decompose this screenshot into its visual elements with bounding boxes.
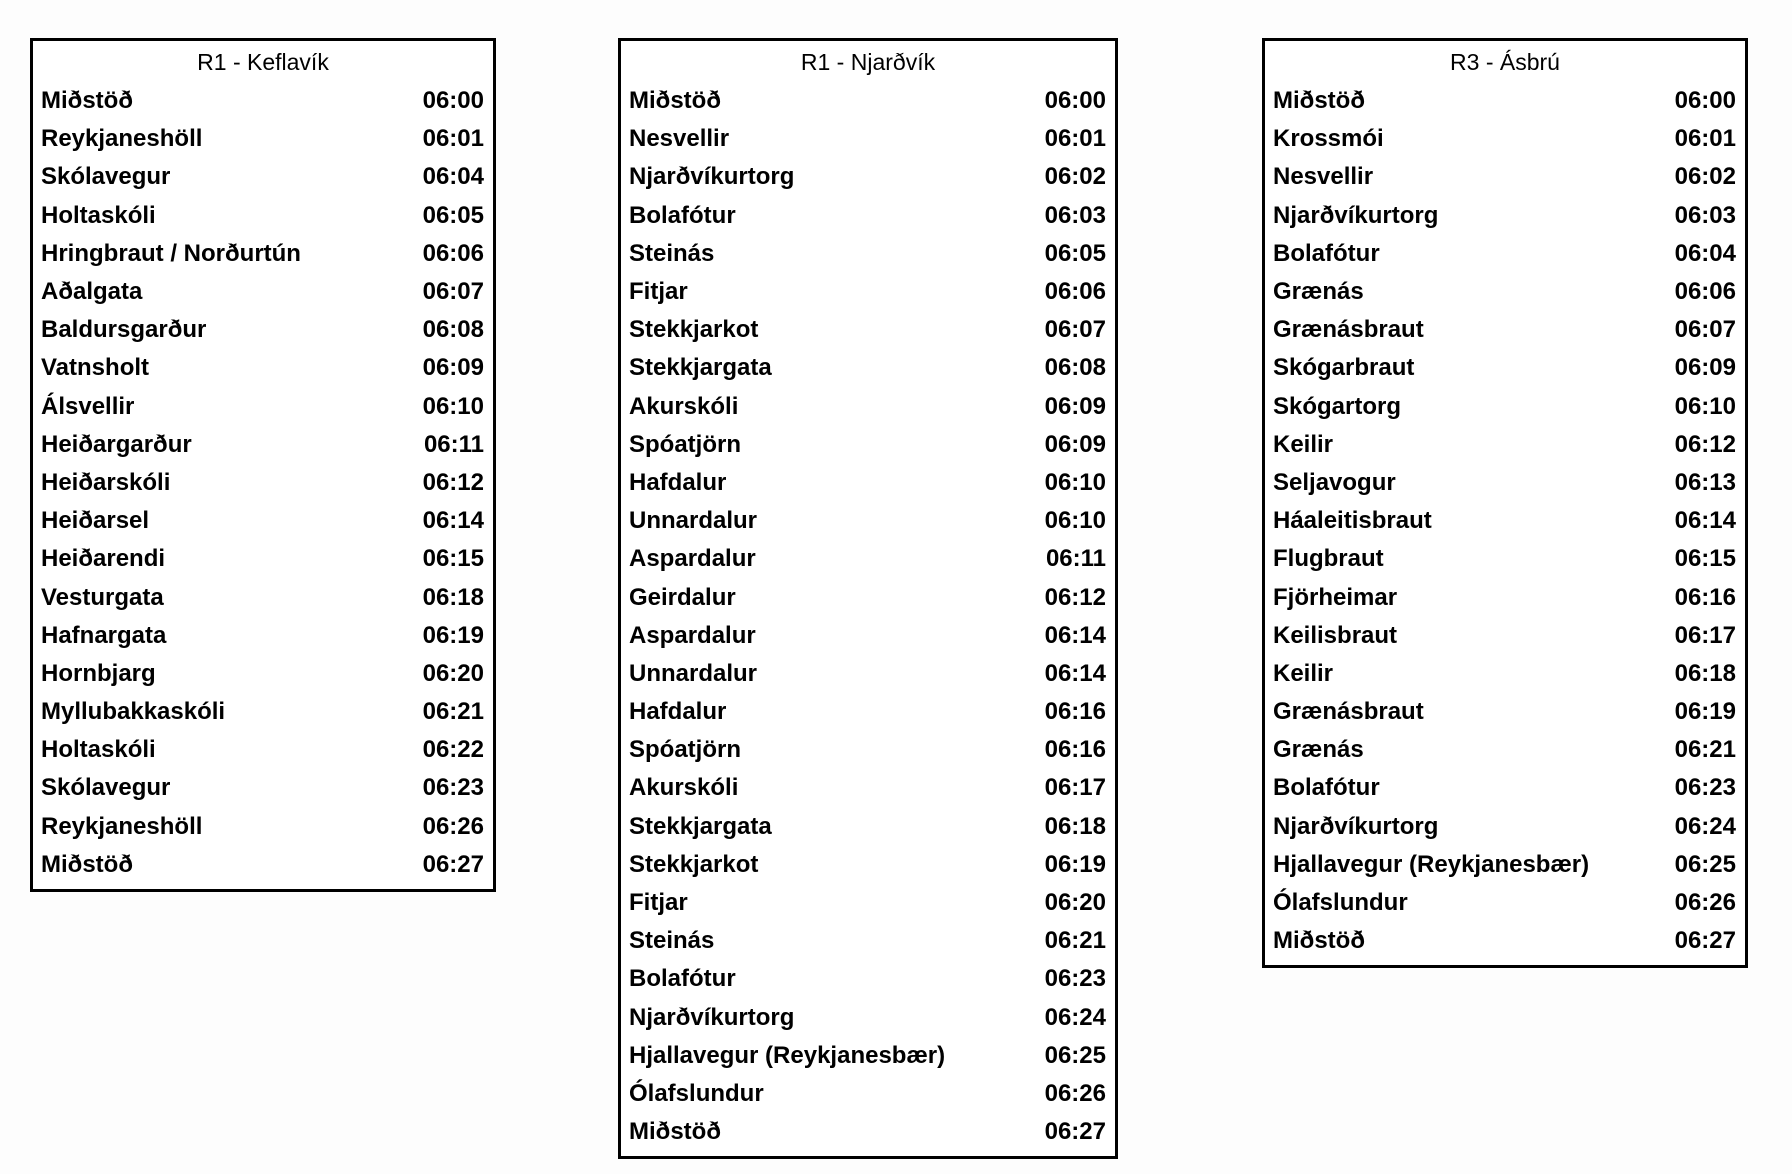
departure-time: 06:16 (1674, 583, 1736, 611)
stop-name: Njarðvíkurtorg (1273, 201, 1439, 229)
departure-time: 06:14 (1674, 507, 1736, 535)
timetable-row (33, 388, 493, 426)
stop-name: Grænás (1273, 278, 1364, 306)
departure-time: 06:08 (1044, 354, 1106, 382)
timetable-row (621, 922, 1115, 960)
stop-name: Holtaskóli (41, 736, 156, 764)
timetable-row (1265, 388, 1745, 426)
departure-time: 06:17 (1674, 621, 1736, 649)
departure-time: 06:18 (1674, 659, 1736, 687)
timetable-row (621, 235, 1115, 273)
timetable-row (33, 464, 493, 502)
timetable-row (621, 1113, 1115, 1151)
departure-time: 06:05 (1044, 239, 1106, 267)
departure-time: 06:15 (1674, 545, 1736, 573)
departure-time: 06:12 (1674, 430, 1736, 458)
timetable-row (621, 311, 1115, 349)
timetable-row (33, 846, 493, 884)
stop-name: Álsvellir (41, 392, 135, 420)
stop-name: Skógarbraut (1273, 354, 1415, 382)
departure-time: 06:10 (1674, 392, 1736, 420)
departure-time: 06:25 (1674, 850, 1736, 878)
timetable-row (621, 960, 1115, 998)
departure-time: 06:26 (1044, 1079, 1106, 1107)
stop-name: Krossmói (1273, 125, 1384, 153)
stop-name: Miðstöð (1273, 87, 1365, 115)
stop-name: Heiðarsel (41, 507, 150, 535)
departure-time: 06:27 (422, 850, 484, 878)
stop-name: Stekkjargata (629, 812, 772, 840)
stop-list (621, 82, 1115, 1151)
timetable-row (33, 578, 493, 616)
timetable-row (621, 846, 1115, 884)
departure-time: 06:24 (1674, 812, 1736, 840)
timetable-row (621, 693, 1115, 731)
stop-name: Bolafótur (629, 965, 736, 993)
departure-time: 06:24 (1044, 1003, 1106, 1031)
departure-time: 06:03 (1674, 201, 1736, 229)
timetable-row (1265, 846, 1745, 884)
timetable-row (621, 808, 1115, 846)
timetable-row (621, 388, 1115, 426)
stop-name: Bolafótur (1273, 239, 1380, 267)
stop-name: Fitjar (629, 278, 688, 306)
stop-name: Nesvellir (629, 125, 730, 153)
departure-time: 06:00 (1674, 87, 1736, 115)
departure-time: 06:14 (422, 507, 484, 535)
departure-time: 06:00 (1044, 87, 1106, 115)
departure-time: 06:10 (1044, 468, 1106, 496)
stop-name: Vesturgata (41, 583, 164, 611)
departure-time: 06:21 (422, 698, 484, 726)
timetable-row (33, 731, 493, 769)
departure-time: 06:13 (1674, 468, 1736, 496)
departure-time: 06:09 (1044, 392, 1106, 420)
timetable-row (1265, 235, 1745, 273)
departure-time: 06:12 (422, 468, 484, 496)
timetable-row (1265, 808, 1745, 846)
timetable-row (621, 82, 1115, 120)
stop-name: Stekkjargata (629, 354, 772, 382)
timetable-row (621, 464, 1115, 502)
stop-name: Akurskóli (629, 774, 739, 802)
timetable-row (33, 120, 493, 158)
departure-time: 06:19 (1044, 850, 1106, 878)
departure-time: 06:23 (1044, 965, 1106, 993)
stop-name: Nesvellir (1273, 163, 1374, 191)
departure-time: 06:09 (1044, 430, 1106, 458)
departure-time: 06:14 (1044, 621, 1106, 649)
stop-name: Keilisbraut (1273, 621, 1398, 649)
stop-name: Hjallavegur (Reykjanesbær) (1273, 850, 1590, 878)
departure-time: 06:17 (1044, 774, 1106, 802)
departure-time: 06:07 (1674, 316, 1736, 344)
stop-name: Unnardalur (629, 507, 758, 535)
timetable-row (33, 502, 493, 540)
timetable-row (1265, 120, 1745, 158)
stop-name: Skógartorg (1273, 392, 1402, 420)
stop-name: Grænás (1273, 736, 1364, 764)
timetable-row (33, 808, 493, 846)
stop-name: Steinás (629, 239, 715, 267)
stop-name: Hjallavegur (Reykjanesbær) (629, 1041, 946, 1069)
timetable-r1-keflavik (30, 38, 496, 892)
departure-time: 06:21 (1044, 927, 1106, 955)
timetable-row (621, 197, 1115, 235)
timetable-row (621, 273, 1115, 311)
stop-name: Unnardalur (629, 659, 758, 687)
timetable-row (621, 999, 1115, 1037)
stop-name: Flugbraut (1273, 545, 1384, 573)
stop-name: Aspardalur (629, 621, 756, 649)
timetable-row (1265, 158, 1745, 196)
stop-name: Hafdalur (629, 698, 727, 726)
departure-time: 06:04 (422, 163, 484, 191)
departure-time: 06:01 (1674, 125, 1736, 153)
timetable-row (621, 617, 1115, 655)
departure-time: 06:10 (1044, 507, 1106, 535)
timetable-row (1265, 655, 1745, 693)
timetable-row (621, 884, 1115, 922)
timetable-row (621, 540, 1115, 578)
timetable-row (33, 540, 493, 578)
timetable-row (33, 82, 493, 120)
stop-name: Miðstöð (629, 1118, 721, 1146)
timetable-row (33, 655, 493, 693)
departure-time: 06:01 (422, 125, 484, 153)
departure-time: 06:04 (1674, 239, 1736, 267)
stop-name: Bolafótur (629, 201, 736, 229)
timetable-row (1265, 82, 1745, 120)
departure-time: 06:15 (422, 545, 484, 573)
timetable-row (33, 349, 493, 387)
stop-name: Hafnargata (41, 621, 167, 649)
timetable-row (1265, 540, 1745, 578)
timetable-row (1265, 617, 1745, 655)
departure-time: 06:22 (422, 736, 484, 764)
stop-name: Heiðarskóli (41, 468, 171, 496)
stop-name: Miðstöð (41, 850, 133, 878)
timetable-row (1265, 884, 1745, 922)
stop-name: Spóatjörn (629, 430, 741, 458)
timetable-r1-njardvik (618, 38, 1118, 1159)
departure-time: 06:23 (1674, 774, 1736, 802)
stop-name: Skólavegur (41, 774, 171, 802)
timetable-row (621, 731, 1115, 769)
timetable-row (621, 502, 1115, 540)
departure-time: 06:02 (1044, 163, 1106, 191)
stop-name: Grænásbraut (1273, 316, 1424, 344)
stop-name: Baldursgarður (41, 316, 207, 344)
departure-time: 06:00 (422, 87, 484, 115)
departure-time: 06:06 (422, 239, 484, 267)
departure-time: 06:08 (422, 316, 484, 344)
stop-name: Geirdalur (629, 583, 736, 611)
departure-time: 06:20 (422, 659, 484, 687)
stop-name: Ólafslundur (629, 1079, 764, 1107)
timetable-row (621, 1037, 1115, 1075)
stop-name: Miðstöð (1273, 927, 1365, 955)
stop-name: Njarðvíkurtorg (1273, 812, 1439, 840)
timetable-row (621, 1075, 1115, 1113)
stop-name: Keilir (1273, 659, 1334, 687)
departure-time: 06:05 (422, 201, 484, 229)
stop-name: Stekkjarkot (629, 316, 759, 344)
departure-time: 06:14 (1044, 659, 1106, 687)
departure-time: 06:06 (1044, 278, 1106, 306)
timetable-row (621, 120, 1115, 158)
departure-time: 06:11 (1045, 545, 1106, 573)
timetable-row (621, 769, 1115, 807)
route-title: R3 - Ásbrú (1450, 49, 1560, 75)
departure-time: 06:23 (422, 774, 484, 802)
stop-name: Grænásbraut (1273, 698, 1424, 726)
stop-name: Seljavogur (1273, 468, 1396, 496)
timetable-row (621, 578, 1115, 616)
timetable-row (33, 693, 493, 731)
departure-time: 06:06 (1674, 278, 1736, 306)
timetable-row (33, 311, 493, 349)
departure-time: 06:10 (422, 392, 484, 420)
departure-time: 06:26 (1674, 889, 1736, 917)
stop-name: Myllubakkaskóli (41, 698, 226, 726)
departure-time: 06:07 (422, 278, 484, 306)
departure-time: 06:09 (1674, 354, 1736, 382)
route-title: R1 - Njarðvík (800, 49, 936, 75)
departure-time: 06:11 (423, 430, 484, 458)
stop-name: Njarðvíkurtorg (629, 163, 795, 191)
stop-name: Ólafslundur (1273, 889, 1408, 917)
stop-name: Heiðargarður (41, 430, 192, 458)
stop-name: Aðalgata (41, 278, 143, 306)
timetable-row (621, 158, 1115, 196)
stop-name: Aspardalur (629, 545, 756, 573)
stop-name: Fitjar (629, 889, 688, 917)
stop-name: Hafdalur (629, 468, 727, 496)
departure-time: 06:27 (1044, 1118, 1106, 1146)
departure-time: 06:25 (1044, 1041, 1106, 1069)
stop-list (33, 82, 493, 884)
departure-time: 06:16 (1044, 736, 1106, 764)
departure-time: 06:03 (1044, 201, 1106, 229)
timetable-row (1265, 502, 1745, 540)
stop-name: Bolafótur (1273, 774, 1380, 802)
stop-name: Hornbjarg (41, 659, 156, 687)
timetable-row (33, 769, 493, 807)
stop-name: Miðstöð (629, 87, 721, 115)
departure-time: 06:12 (1044, 583, 1106, 611)
stop-name: Stekkjarkot (629, 850, 759, 878)
stop-name: Fjörheimar (1273, 583, 1398, 611)
departure-time: 06:18 (422, 583, 484, 611)
timetable-row (1265, 464, 1745, 502)
departure-time: 06:09 (422, 354, 484, 382)
departure-time: 06:19 (1674, 698, 1736, 726)
timetable-row (1265, 693, 1745, 731)
stop-name: Skólavegur (41, 163, 171, 191)
timetable-row (1265, 273, 1745, 311)
stop-name: Háaleitisbraut (1273, 507, 1432, 535)
departure-time: 06:27 (1674, 927, 1736, 955)
timetable-row (1265, 311, 1745, 349)
departure-time: 06:16 (1044, 698, 1106, 726)
timetable-row (621, 349, 1115, 387)
timetable-row (1265, 769, 1745, 807)
departure-time: 06:01 (1044, 125, 1106, 153)
timetable-row (1265, 731, 1745, 769)
departure-time: 06:20 (1044, 889, 1106, 917)
timetable-row (33, 197, 493, 235)
departure-time: 06:21 (1674, 736, 1736, 764)
stop-name: Holtaskóli (41, 201, 156, 229)
stop-name: Njarðvíkurtorg (629, 1003, 795, 1031)
departure-time: 06:02 (1674, 163, 1736, 191)
stop-name: Miðstöð (41, 87, 133, 115)
timetable-row (1265, 578, 1745, 616)
timetable-row (33, 617, 493, 655)
stop-name: Heiðarendi (41, 545, 166, 573)
stop-name: Akurskóli (629, 392, 739, 420)
timetable-r3-asbru (1262, 38, 1748, 968)
stop-name: Reykjaneshöll (41, 125, 203, 153)
timetable-row (1265, 426, 1745, 464)
stop-name: Spóatjörn (629, 736, 741, 764)
timetable-row (33, 235, 493, 273)
timetable-row (33, 158, 493, 196)
timetable-row (621, 426, 1115, 464)
departure-time: 06:18 (1044, 812, 1106, 840)
stop-name: Keilir (1273, 430, 1334, 458)
stop-name: Reykjaneshöll (41, 812, 203, 840)
route-title: R1 - Keflavík (197, 49, 329, 75)
stop-name: Steinás (629, 927, 715, 955)
stop-list (1265, 82, 1745, 960)
timetable-row (1265, 922, 1745, 960)
timetable-row (1265, 349, 1745, 387)
stop-name: Vatnsholt (41, 354, 150, 382)
timetable-row (33, 426, 493, 464)
departure-time: 06:19 (422, 621, 484, 649)
departure-time: 06:07 (1044, 316, 1106, 344)
timetable-row (621, 655, 1115, 693)
timetable-row (33, 273, 493, 311)
departure-time: 06:26 (422, 812, 484, 840)
stop-name: Hringbraut / Norðurtún (41, 239, 301, 267)
timetable-row (1265, 197, 1745, 235)
